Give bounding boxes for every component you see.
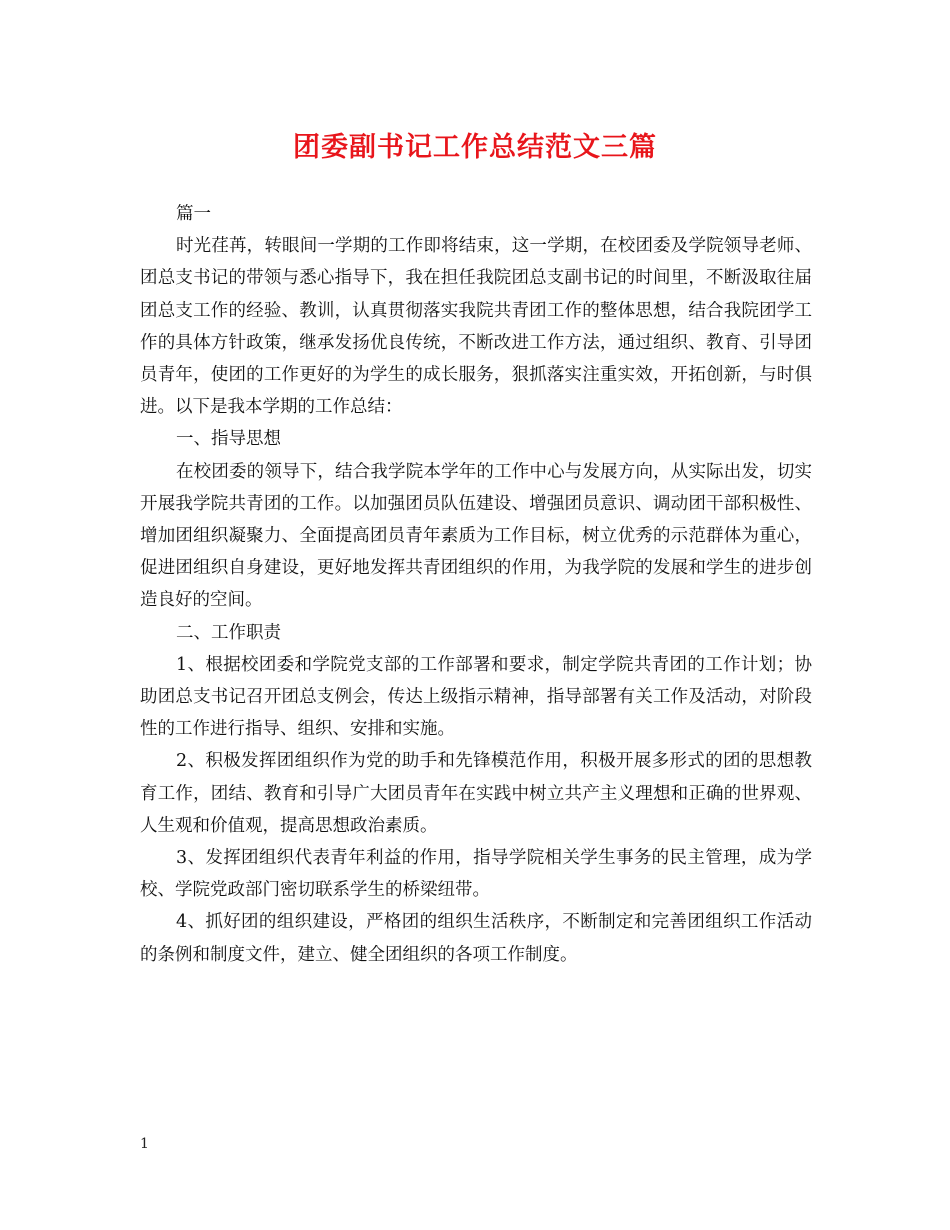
document-body: [140, 198, 812, 971]
section-heading-part-one: 篇一: [176, 204, 211, 224]
body-paragraph-guiding-ideology: 在校团委的领导下，结合我学院本学年的工作中心与发展方向，从实际出发，切实开展我学院共青团的工作。以加强团员队伍建设、增强团员意识、调动团干部积极性、增加团组织凝聚力、全面提高团员青年素质为工作目标，树立优秀的示范群体为重心，促进团组织自身建设，更好地发挥共青团组织的作用，为我学院的发展和学生的进步创造良好的空间。: [140, 461, 812, 611]
duty-item-1: 1、根据校团委和学院党支部的工作部署和要求，制定学院共青团的工作计划；协助团总支书记召开团总支例会，传达上级指示精神，指导部署有关工作及活动，对阶段性的工作进行指导、组织、安排和实施。: [140, 654, 812, 740]
page-number: 1: [140, 1136, 149, 1152]
section-heading-guiding-ideology: 一、指导思想: [176, 429, 281, 450]
section-heading-duties: 二、工作职责: [176, 622, 281, 643]
body-paragraph-intro: 时光荏苒，转眼间一学期的工作即将结束，这一学期，在校团委及学院领导老师、团总支书记的带领与悉心指导下，我在担任我院团总支副书记的时间里，不断汲取往届团总支工作的经验、教训，认真贯彻落实我院共青团工作的整体思想，结合我院团学工作的具体方针政策，继承发扬优良传统，不断改进工作方法，通过组织、教育、引导团员青年，使团的工作更好的为学生的成长服务，狠抓落实注重实效，开拓创新，与时俱进。以下是我本学期的工作总结：: [140, 236, 812, 418]
duty-item-2: 2、积极发挥团组织作为党的助手和先锋模范作用，积极开展多形式的团的思想教育工作，团结、教育和引导广大团员青年在实践中树立共产主义理想和正确的世界观、人生观和价值观，提高思想政治素质。: [140, 751, 812, 836]
duty-item-3: 3、发挥团组织代表青年利益的作用，指导学院相关学生事务的民主管理，成为学校、学院党政部门密切联系学生的桥梁纽带。: [140, 848, 812, 901]
document-title: 团委副书记工作总结范文三篇: [293, 132, 657, 163]
duty-item-4: 4、抓好团的组织建设，严格团的组织生活秩序，不断制定和完善团组织工作活动的条例和制度文件，建立、健全团组织的各项工作制度。: [140, 912, 812, 965]
